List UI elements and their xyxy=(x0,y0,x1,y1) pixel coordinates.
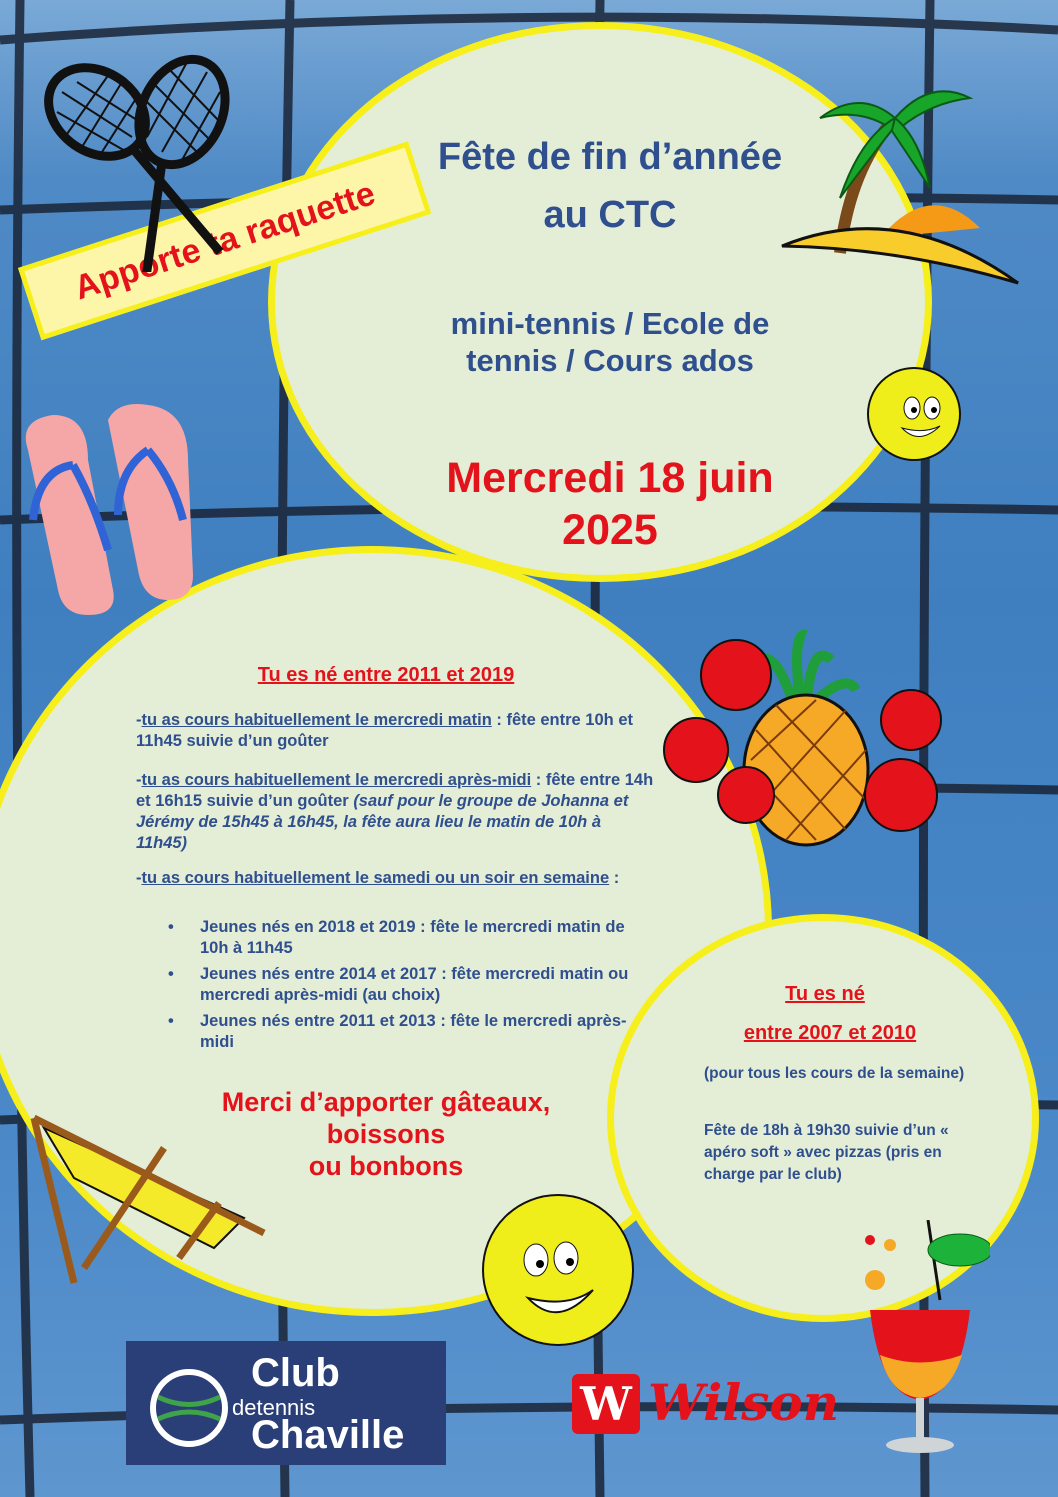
subtitle-line-2: tennis / Cours ados xyxy=(466,343,754,378)
merci-line-2: boissons xyxy=(326,1119,446,1149)
merci-line-1: Merci d’apporter gâteaux, xyxy=(221,1087,551,1117)
pineapple-flowers-icon xyxy=(656,630,946,850)
right-section-heading-2: entre 2007 et 2010 xyxy=(743,1022,917,1044)
p2-underlined: tu as cours habituellement le mercredi après-midi xyxy=(141,771,532,789)
age-group-list xyxy=(164,917,634,1058)
club-globe-icon xyxy=(148,1367,230,1449)
p2-rest: : fête entre 14h et 16h15 suivie d’un goûter xyxy=(136,771,654,810)
subtitle-line-1: mini-tennis / Ecole de xyxy=(450,306,770,341)
title-line-1: Fête de fin d’année xyxy=(437,136,783,178)
event-date xyxy=(380,452,840,556)
smiling-tennis-ball-large-icon xyxy=(478,1190,638,1350)
wilson-wordmark: Wilson xyxy=(648,1373,840,1432)
right-paragraph-1: (pour tous les cours de la semaine) xyxy=(704,1065,965,1082)
right-section-heading-1: Tu es né xyxy=(785,983,865,1005)
merci-line-3: ou bonbons xyxy=(308,1151,464,1181)
banner-text: Apporte ta raquette xyxy=(69,173,380,307)
list-item: • Jeunes nés entre 2011 et 2013 : fête le mercredi après-midi xyxy=(164,1011,634,1053)
deck-chair-icon xyxy=(14,1108,274,1288)
cocktail-glass-icon xyxy=(850,1220,990,1460)
right-paragraph-2: Fête de 18h à 19h30 suivie d’un « apéro soft » avec pizzas (pris en charge par le club) xyxy=(704,1122,949,1183)
flip-flops-icon xyxy=(8,400,198,620)
date-line-2: 2025 xyxy=(562,506,658,554)
club-line-3: Chaville xyxy=(251,1413,405,1457)
list-item: • Jeunes nés en 2018 et 2019 : fête le mercredi matin de 10h à 11h45 xyxy=(164,917,634,959)
subtitle xyxy=(380,305,840,379)
left-section-heading: Tu es né entre 2011 et 2019 xyxy=(257,664,515,686)
p1-underlined: tu as cours habituellement le mercredi matin xyxy=(141,711,492,729)
p3-rest: : xyxy=(609,869,620,887)
smiling-tennis-ball-icon xyxy=(864,364,964,464)
tennis-rackets-icon xyxy=(22,42,232,272)
wilson-logo xyxy=(572,1372,840,1436)
paragraph-wednesday-afternoon: -tu as cours habituellement le mercredi après-midi : fête entre 14h et 16h15 suivie d’un goûter (sauf pour le groupe de Johanna et Jérémy de 15h45 à 16h45, la fête aura lieu le matin de 10h à 11h45) xyxy=(136,771,654,852)
title-line-2: au CTC xyxy=(543,194,677,236)
wilson-w-mark: W xyxy=(572,1374,640,1434)
palm-island-icon xyxy=(780,78,1020,288)
club-line-1: Club xyxy=(251,1351,340,1395)
paragraph-saturday-evening: -tu as cours habituellement le samedi ou un soir en semaine : xyxy=(136,869,620,887)
p3-underlined: tu as cours habituellement le samedi ou un soir en semaine xyxy=(141,869,610,887)
paragraph-wednesday-morning: -tu as cours habituellement le mercredi matin : fête entre 10h et 11h45 suivie d’un goûter xyxy=(136,711,633,750)
date-line-1: Mercredi 18 juin xyxy=(446,454,774,502)
club-line-2: detennis xyxy=(232,1395,316,1420)
club-tennis-chaville-logo xyxy=(126,1341,446,1465)
list-item: • Jeunes nés entre 2014 et 2017 : fête mercredi matin ou mercredi après-midi (au choix) xyxy=(164,964,634,1006)
p2-italic-note: (sauf pour le groupe de Johanna et Jérémy de 15h45 à 16h45, la fête aura lieu le matin de 10h à 11h45) xyxy=(136,792,629,852)
p1-rest: : fête entre 10h et 11h45 suivie d’un goûter xyxy=(136,711,633,750)
